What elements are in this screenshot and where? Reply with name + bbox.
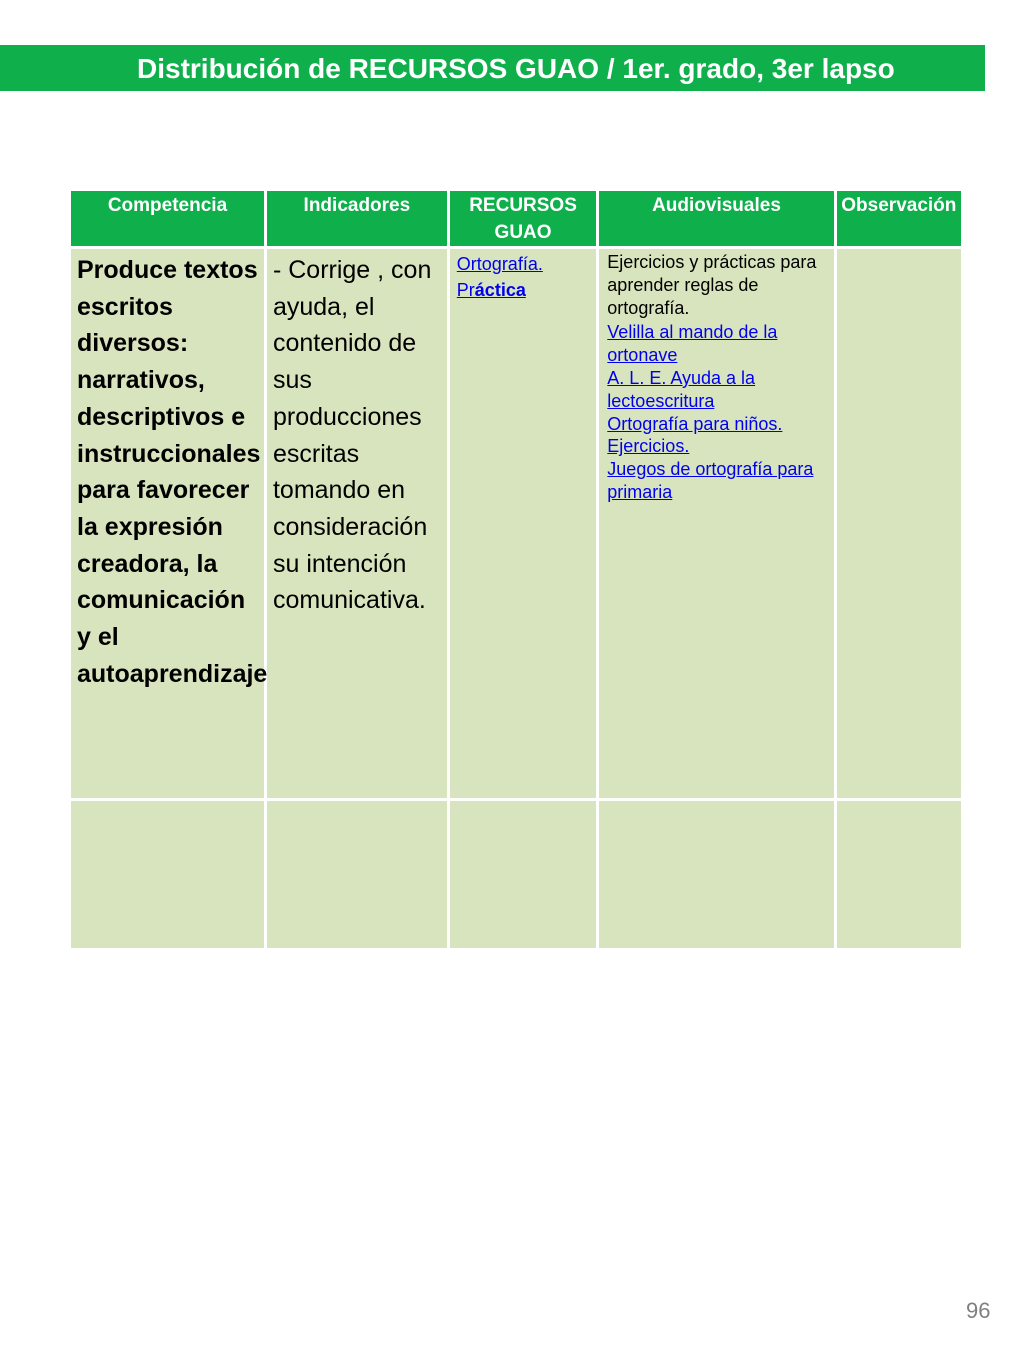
list-item	[607, 413, 829, 459]
page-number: 96	[966, 1298, 991, 1323]
list-item	[607, 367, 829, 413]
table-row	[70, 800, 963, 950]
empty-cell	[265, 800, 448, 950]
empty-cell	[448, 800, 598, 950]
velilla-link[interactable]: Velilla al mando de la ortonave	[607, 322, 778, 366]
indicadores-text: - Corrige , con ayuda, el contenido de sus producciones escritas tomando en consideración su intención comunicativa.	[272, 256, 432, 615]
juegos-ortografia-link[interactable]: Juegos de ortografía para primaria	[607, 459, 814, 502]
cell-recursos	[448, 248, 598, 800]
list-item	[607, 458, 829, 504]
cell-observacion	[835, 248, 962, 800]
empty-cell	[835, 800, 962, 950]
practica-link[interactable]	[457, 280, 526, 300]
ortografia-link[interactable]: Ortografía.	[456, 254, 543, 274]
audiovisuales-list	[599, 319, 833, 503]
ale-link[interactable]: A. L. E. Ayuda a la lectoescritura	[607, 367, 756, 411]
header-observacion: Observación	[835, 190, 962, 248]
resources-table	[68, 188, 964, 951]
empty-cell	[598, 800, 835, 950]
header-row	[70, 190, 963, 248]
header-recursos-guao: RECURSOS GUAO	[448, 190, 598, 248]
list-item	[607, 321, 829, 367]
list-item	[457, 277, 593, 303]
header-audiovisuales: Audiovisuales	[598, 190, 835, 248]
page-title: Distribución de RECURSOS GUAO / 1er. grado, 3er lapso	[137, 53, 895, 84]
table-row	[70, 248, 963, 800]
cell-indicadores	[265, 248, 448, 800]
recursos-list	[450, 249, 597, 303]
cell-audiovisuales	[598, 248, 835, 800]
header-competencia: Competencia	[70, 190, 266, 248]
audiovisuales-intro: Ejercicios y prácticas para aprender reglas de ortografía.	[607, 252, 817, 318]
practica-link-suffix: áctica	[474, 280, 526, 300]
title-bar	[0, 45, 985, 91]
ortografia-ninos-link[interactable]: Ortografía para niños. Ejercicios.	[607, 413, 783, 457]
empty-cell	[70, 800, 266, 950]
header-indicadores: Indicadores	[265, 190, 448, 248]
practica-link-prefix: Pr	[456, 280, 475, 300]
competencia-text: Produce textos escritos diversos: narrativos, descriptivos e instruccionales para favorecer la expresión creadora, la comunicación y el autoaprendizaje	[77, 256, 268, 688]
list-item	[457, 251, 593, 277]
cell-competencia	[70, 248, 266, 800]
